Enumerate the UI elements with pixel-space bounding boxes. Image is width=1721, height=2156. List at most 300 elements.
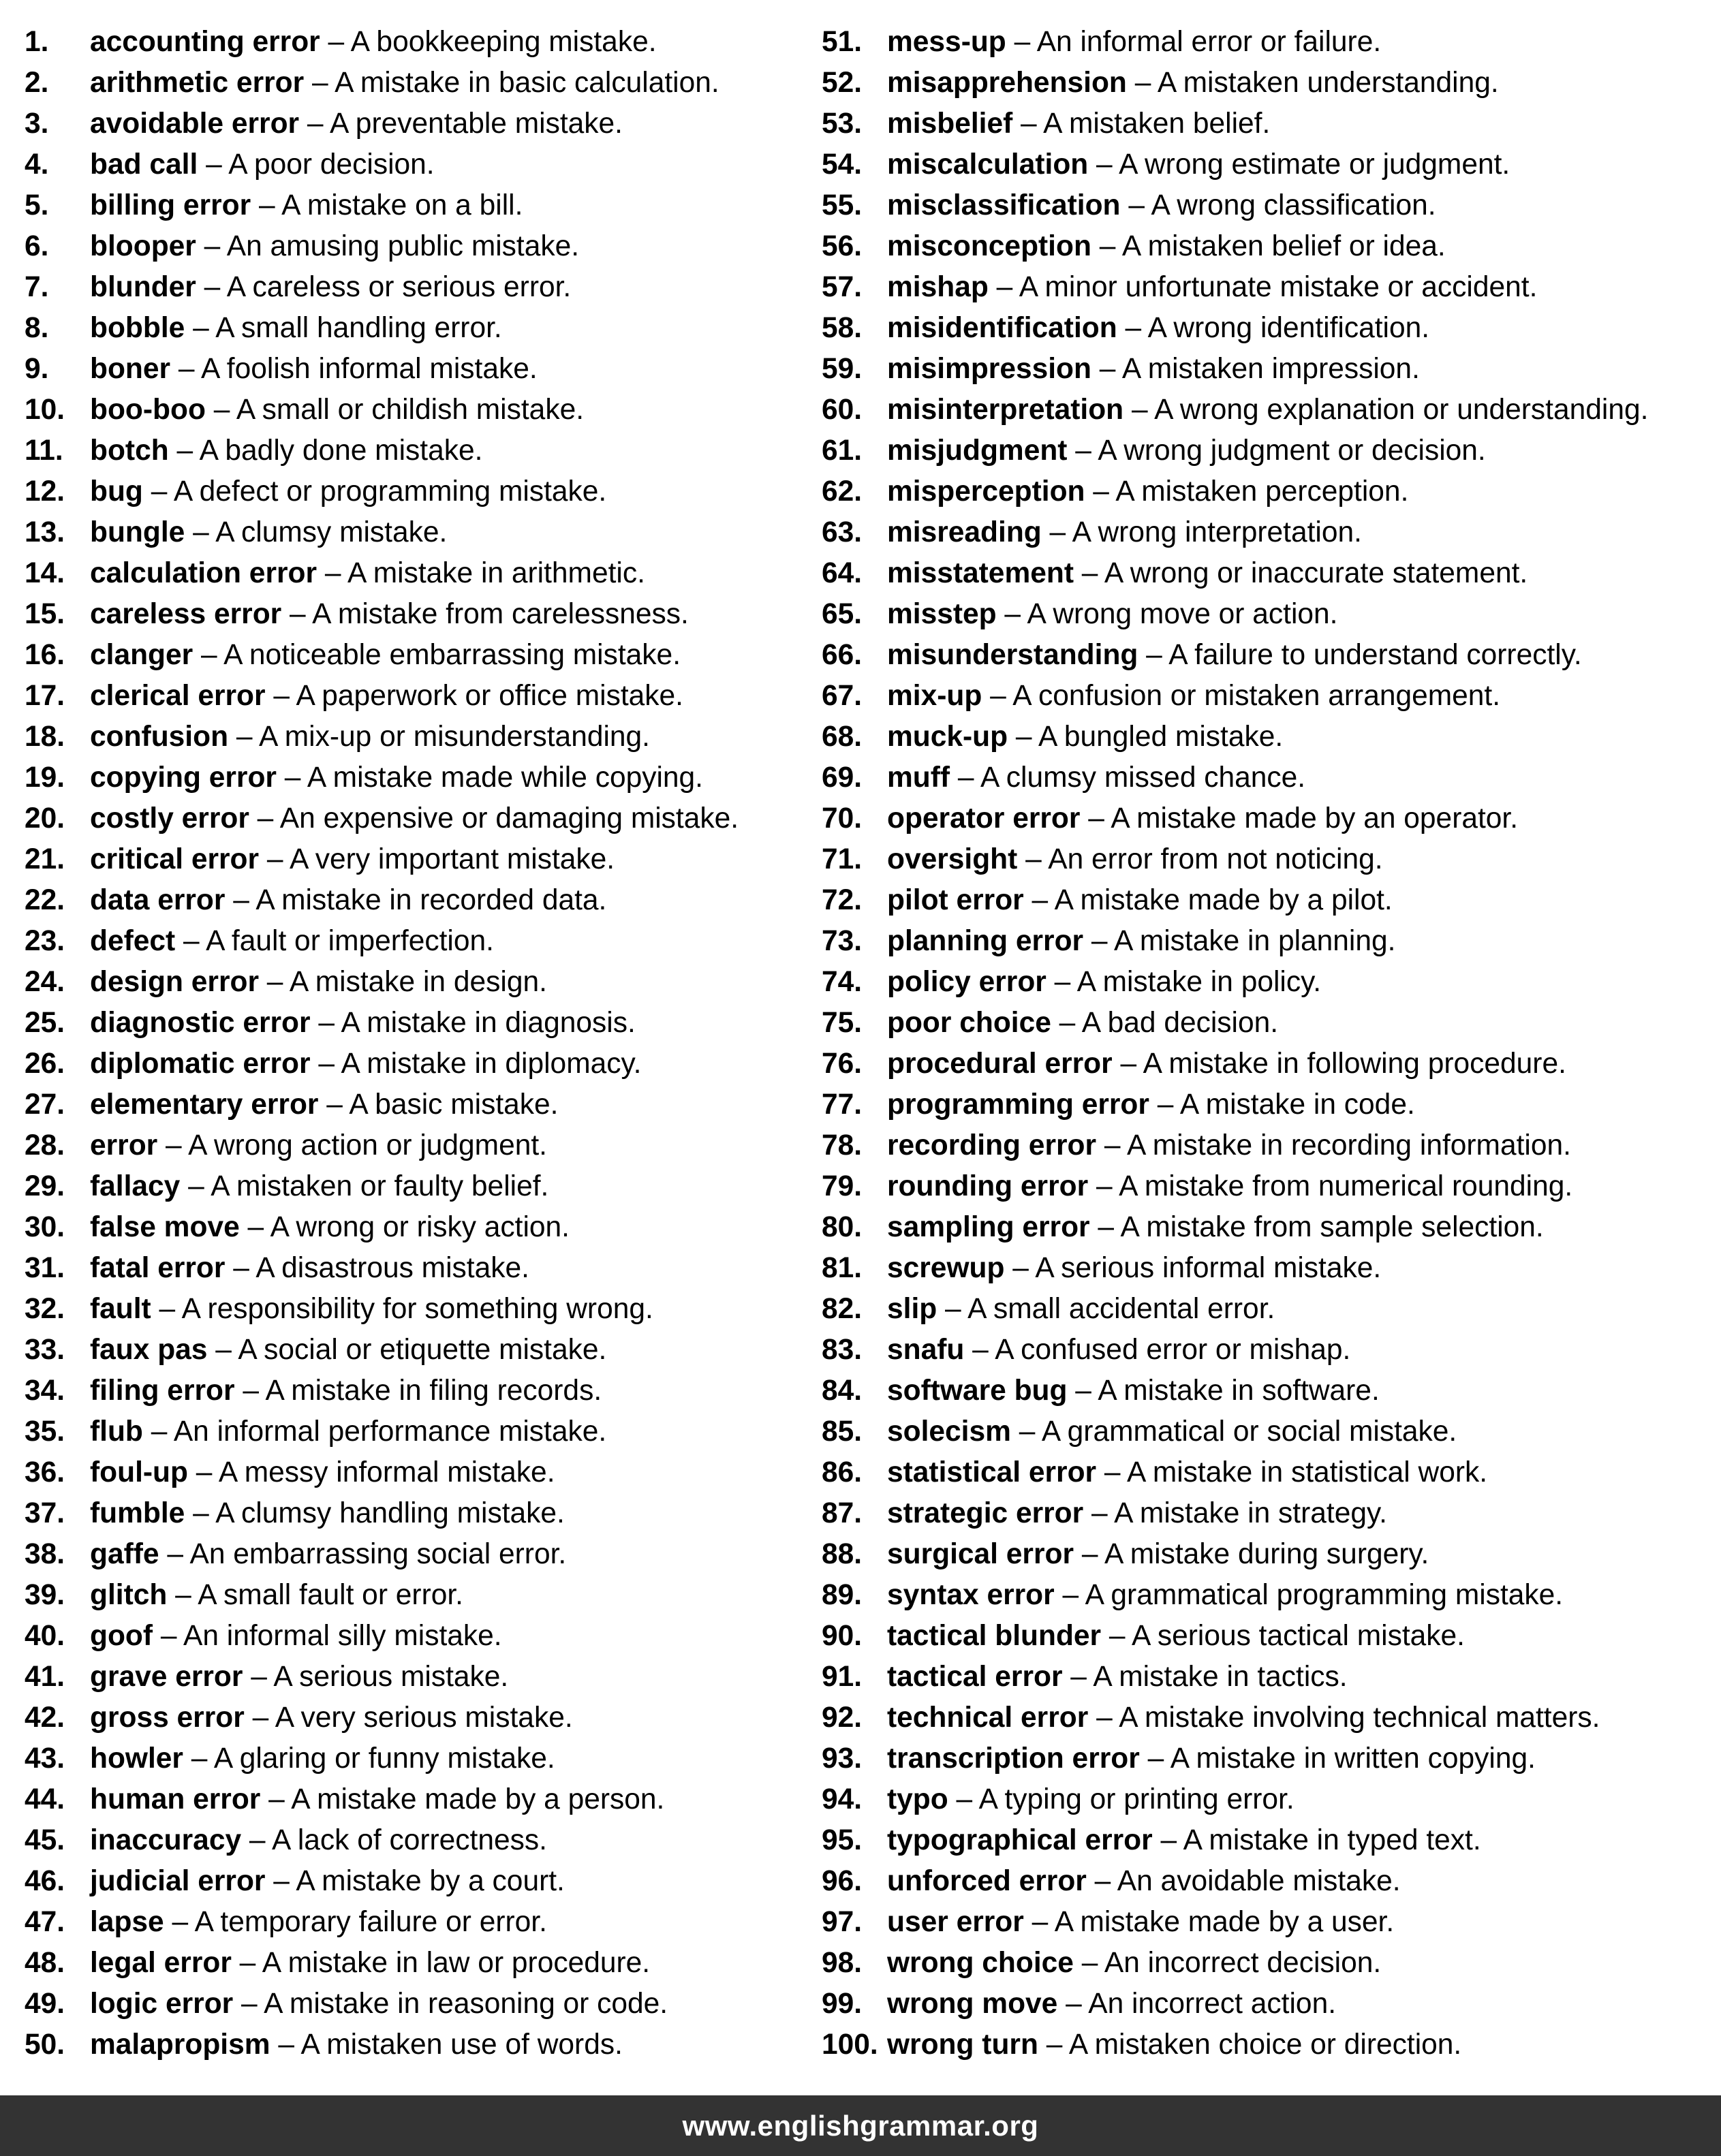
list-item xyxy=(25,717,808,757)
item-separator: – xyxy=(937,1293,968,1325)
item-definition: A poor decision. xyxy=(228,149,435,181)
item-separator: – xyxy=(318,1089,350,1121)
item-term: solecism xyxy=(887,1416,1011,1448)
item-definition: A wrong estimate or judgment. xyxy=(1119,149,1510,181)
list-item xyxy=(25,635,808,676)
item-term: misbelief xyxy=(887,108,1013,140)
item-separator: – xyxy=(249,802,280,834)
list-item xyxy=(822,308,1714,349)
list-item xyxy=(822,1984,1714,2025)
item-separator: – xyxy=(1083,1497,1115,1529)
list-item xyxy=(25,1984,808,2025)
item-separator: – xyxy=(259,843,290,875)
item-number: 58. xyxy=(822,312,863,344)
word-list-column-right xyxy=(822,22,1714,2065)
list-item xyxy=(822,839,1714,880)
list-item xyxy=(25,1779,808,1820)
list-item xyxy=(822,921,1714,962)
list-item xyxy=(822,1616,1714,1657)
item-number: 57. xyxy=(822,271,863,303)
item-separator: – xyxy=(1067,435,1098,467)
item-definition: A mistake in recording information. xyxy=(1126,1129,1571,1161)
item-definition: A mistake in policy. xyxy=(1076,966,1322,998)
item-separator: – xyxy=(299,108,330,140)
item-separator: – xyxy=(1067,1375,1098,1407)
item-separator: – xyxy=(234,1375,266,1407)
item-separator: – xyxy=(196,271,227,303)
item-number: 63. xyxy=(822,516,863,548)
item-definition: A defect or programming mistake. xyxy=(173,475,607,507)
item-separator: – xyxy=(1057,1988,1089,2020)
list-item xyxy=(25,308,808,349)
item-definition: A wrong interpretation. xyxy=(1072,516,1362,548)
item-separator: – xyxy=(225,884,256,916)
item-separator: – xyxy=(1046,966,1077,998)
item-term: copying error xyxy=(90,762,277,794)
list-item xyxy=(25,226,808,267)
list-item xyxy=(822,22,1714,63)
item-separator: – xyxy=(185,516,216,548)
list-item xyxy=(25,1698,808,1738)
item-separator: – xyxy=(1120,189,1151,221)
list-item xyxy=(25,144,808,185)
item-number: 1. xyxy=(25,26,49,58)
item-term: oversight xyxy=(887,843,1018,875)
item-definition: A minor unfortunate mistake or accident. xyxy=(1019,271,1538,303)
item-term: misconception xyxy=(887,230,1091,262)
list-item xyxy=(822,2025,1714,2065)
item-term: strategic error xyxy=(887,1497,1084,1529)
list-item xyxy=(25,1534,808,1575)
list-item xyxy=(25,471,808,512)
list-item xyxy=(25,1616,808,1657)
item-definition: A mistaken perception. xyxy=(1115,475,1409,507)
item-definition: A mistaken use of words. xyxy=(300,2029,623,2061)
item-term: misclassification xyxy=(887,189,1121,221)
list-item xyxy=(822,757,1714,798)
item-term: human error xyxy=(90,1783,261,1815)
item-number: 62. xyxy=(822,475,863,507)
item-term: malapropism xyxy=(90,2029,270,2061)
item-separator: – xyxy=(1091,353,1122,385)
item-separator: – xyxy=(1085,475,1116,507)
item-term: blooper xyxy=(90,230,196,262)
item-number: 26. xyxy=(25,1048,65,1080)
item-number: 89. xyxy=(822,1579,863,1611)
item-number: 40. xyxy=(25,1620,65,1652)
item-number: 13. xyxy=(25,516,65,548)
item-definition: A typing or printing error. xyxy=(978,1783,1294,1815)
item-separator: – xyxy=(265,1865,296,1897)
item-number: 41. xyxy=(25,1661,65,1693)
item-definition: A wrong action or judgment. xyxy=(188,1129,547,1161)
list-item xyxy=(822,390,1714,431)
item-term: costly error xyxy=(90,802,249,834)
list-item xyxy=(822,1452,1714,1493)
item-separator: – xyxy=(170,353,201,385)
item-term: misjudgment xyxy=(887,435,1068,467)
item-term: typo xyxy=(887,1783,948,1815)
item-separator: – xyxy=(1086,1865,1117,1897)
list-item xyxy=(822,1371,1714,1411)
item-definition: A wrong judgment or decision. xyxy=(1098,435,1486,467)
item-term: legal error xyxy=(90,1947,232,1979)
list-item xyxy=(25,1207,808,1248)
item-number: 92. xyxy=(822,1702,863,1734)
list-item xyxy=(822,1820,1714,1861)
list-item xyxy=(822,1289,1714,1330)
item-term: misimpression xyxy=(887,353,1091,385)
item-separator: – xyxy=(1096,1456,1128,1488)
list-item xyxy=(822,1902,1714,1943)
item-separator: – xyxy=(1006,26,1037,58)
item-number: 68. xyxy=(822,721,863,753)
item-separator: – xyxy=(1004,1252,1036,1284)
footer-url[interactable]: www.englishgrammar.org xyxy=(682,2109,1039,2142)
list-item xyxy=(25,267,808,308)
item-number: 16. xyxy=(25,639,65,671)
item-definition: An embarrassing social error. xyxy=(189,1538,567,1570)
item-separator: – xyxy=(1017,843,1049,875)
item-term: sampling error xyxy=(887,1211,1090,1243)
item-term: bungle xyxy=(90,516,185,548)
item-separator: – xyxy=(243,1661,274,1693)
item-number: 64. xyxy=(822,557,863,589)
item-number: 32. xyxy=(25,1293,65,1325)
item-definition: A wrong or risky action. xyxy=(270,1211,570,1243)
item-separator: – xyxy=(167,1579,198,1611)
item-number: 100. xyxy=(822,2029,878,2061)
item-separator: – xyxy=(1149,1089,1180,1121)
list-item xyxy=(25,104,808,144)
list-item xyxy=(822,1943,1714,1984)
item-term: gaffe xyxy=(90,1538,159,1570)
item-separator: – xyxy=(310,1007,341,1039)
item-number: 12. xyxy=(25,475,65,507)
item-number: 80. xyxy=(822,1211,863,1243)
list-item xyxy=(822,962,1714,1003)
item-separator: – xyxy=(1080,802,1111,834)
item-term: unforced error xyxy=(887,1865,1087,1897)
item-number: 93. xyxy=(822,1743,863,1775)
item-number: 10. xyxy=(25,394,65,426)
item-term: wrong choice xyxy=(887,1947,1074,1979)
item-number: 54. xyxy=(822,149,863,181)
item-number: 94. xyxy=(822,1783,863,1815)
item-definition: A mistake in diagnosis. xyxy=(341,1007,636,1039)
item-definition: A mistake made by an operator. xyxy=(1111,802,1519,834)
item-separator: – xyxy=(1073,1947,1104,1979)
item-separator: – xyxy=(270,2029,301,2061)
item-number: 36. xyxy=(25,1456,65,1488)
list-item xyxy=(25,839,808,880)
item-term: misidentification xyxy=(887,312,1117,344)
item-definition: A wrong identification. xyxy=(1147,312,1430,344)
list-item xyxy=(25,1166,808,1207)
item-term: recording error xyxy=(887,1129,1097,1161)
item-number: 60. xyxy=(822,394,863,426)
item-term: programming error xyxy=(887,1089,1149,1121)
item-term: faux pas xyxy=(90,1334,208,1366)
list-item xyxy=(822,594,1714,635)
item-term: logic error xyxy=(90,1988,234,2020)
item-number: 53. xyxy=(822,108,863,140)
item-definition: An avoidable mistake. xyxy=(1117,1865,1401,1897)
item-term: calculation error xyxy=(90,557,317,589)
item-number: 59. xyxy=(822,353,863,385)
item-separator: – xyxy=(1126,67,1158,99)
item-separator: – xyxy=(1083,925,1115,957)
item-definition: A failure to understand correctly. xyxy=(1168,639,1582,671)
item-definition: A mistaken or faulty belief. xyxy=(211,1170,549,1202)
item-term: error xyxy=(90,1129,158,1161)
item-term: billing error xyxy=(90,189,251,221)
item-term: fault xyxy=(90,1293,151,1325)
item-definition: A mistake involving technical matters. xyxy=(1119,1702,1600,1734)
item-term: misinterpretation xyxy=(887,394,1124,426)
item-definition: A badly done mistake. xyxy=(199,435,483,467)
item-definition: A careless or serious error. xyxy=(226,271,572,303)
item-number: 42. xyxy=(25,1702,65,1734)
item-term: user error xyxy=(887,1906,1024,1938)
item-term: data error xyxy=(90,884,226,916)
item-separator: – xyxy=(1041,516,1072,548)
list-item xyxy=(822,1330,1714,1371)
item-number: 52. xyxy=(822,67,863,99)
list-item xyxy=(822,1044,1714,1084)
item-number: 75. xyxy=(822,1007,863,1039)
item-term: surgical error xyxy=(887,1538,1074,1570)
item-term: judicial error xyxy=(90,1865,266,1897)
footer-bar xyxy=(0,2095,1721,2156)
item-definition: A bookkeeping mistake. xyxy=(350,26,657,58)
item-term: tactical blunder xyxy=(887,1620,1102,1652)
item-number: 3. xyxy=(25,108,49,140)
item-separator: – xyxy=(157,1129,189,1161)
item-term: mess-up xyxy=(887,26,1006,58)
item-definition: A wrong or inaccurate statement. xyxy=(1104,557,1528,589)
item-term: operator error xyxy=(887,802,1081,834)
item-term: false move xyxy=(90,1211,240,1243)
item-definition: A mistaken belief. xyxy=(1043,108,1271,140)
item-definition: A bungled mistake. xyxy=(1038,721,1284,753)
item-separator: – xyxy=(988,271,1019,303)
item-definition: A mistake in following procedure. xyxy=(1143,1048,1566,1080)
item-term: wrong turn xyxy=(887,2029,1038,2061)
item-definition: An informal silly mistake. xyxy=(183,1620,502,1652)
item-term: wrong move xyxy=(887,1988,1058,2020)
item-definition: A mistaken belief or idea. xyxy=(1121,230,1446,262)
item-definition: A confusion or mistaken arrangement. xyxy=(1012,680,1501,712)
item-term: pilot error xyxy=(887,884,1024,916)
list-item xyxy=(25,798,808,839)
list-item xyxy=(822,1166,1714,1207)
item-separator: – xyxy=(317,557,347,589)
item-number: 24. xyxy=(25,966,65,998)
item-definition: A mistake in written copying. xyxy=(1170,1743,1536,1775)
item-definition: A mistake in strategy. xyxy=(1114,1497,1387,1529)
item-number: 73. xyxy=(822,925,863,957)
list-item xyxy=(822,1575,1714,1616)
item-number: 21. xyxy=(25,843,65,875)
item-term: grave error xyxy=(90,1661,243,1693)
list-item xyxy=(25,1125,808,1166)
item-separator: – xyxy=(1038,2029,1069,2061)
item-term: misunderstanding xyxy=(887,639,1138,671)
item-definition: A mistaken choice or direction. xyxy=(1068,2029,1462,2061)
item-term: clerical error xyxy=(90,680,266,712)
item-number: 65. xyxy=(822,598,863,630)
list-item xyxy=(822,63,1714,104)
item-separator: – xyxy=(231,1947,262,1979)
item-definition: A wrong explanation or understanding. xyxy=(1154,394,1649,426)
item-separator: – xyxy=(259,966,290,998)
item-term: screwup xyxy=(887,1252,1005,1284)
list-item xyxy=(822,798,1714,839)
item-separator: – xyxy=(1054,1579,1085,1611)
item-number: 20. xyxy=(25,802,65,834)
list-item xyxy=(25,349,808,390)
word-list-column-left xyxy=(25,22,808,2065)
item-definition: A mistake made by a user. xyxy=(1054,1906,1395,1938)
item-term: tactical error xyxy=(887,1661,1063,1693)
item-term: miscalculation xyxy=(887,149,1089,181)
item-number: 45. xyxy=(25,1824,65,1856)
item-definition: A mistake in statistical work. xyxy=(1127,1456,1488,1488)
item-definition: A very serious mistake. xyxy=(275,1702,573,1734)
item-definition: A mistake in arithmetic. xyxy=(347,557,645,589)
item-term: howler xyxy=(90,1743,183,1775)
item-number: 39. xyxy=(25,1579,65,1611)
item-separator: – xyxy=(1088,149,1119,181)
item-separator: – xyxy=(164,1906,195,1938)
item-number: 55. xyxy=(822,189,863,221)
item-term: lapse xyxy=(90,1906,164,1938)
item-number: 76. xyxy=(822,1048,863,1080)
list-item xyxy=(25,676,808,717)
item-number: 31. xyxy=(25,1252,65,1284)
item-separator: – xyxy=(1023,1906,1055,1938)
item-term: slip xyxy=(887,1293,937,1325)
item-number: 79. xyxy=(822,1170,863,1202)
item-separator: – xyxy=(1152,1824,1183,1856)
item-number: 70. xyxy=(822,802,863,834)
item-term: typographical error xyxy=(887,1824,1153,1856)
item-term: statistical error xyxy=(887,1456,1097,1488)
list-item xyxy=(25,880,808,921)
list-item xyxy=(25,1902,808,1943)
item-separator: – xyxy=(193,639,224,671)
item-number: 43. xyxy=(25,1743,65,1775)
item-separator: – xyxy=(153,1620,183,1652)
item-number: 38. xyxy=(25,1538,65,1570)
item-term: transcription error xyxy=(887,1743,1140,1775)
item-definition: A mistake made by a pilot. xyxy=(1054,884,1393,916)
item-term: bad call xyxy=(90,149,198,181)
item-definition: An expensive or damaging mistake. xyxy=(279,802,739,834)
item-number: 95. xyxy=(822,1824,863,1856)
item-number: 17. xyxy=(25,680,65,712)
item-term: elementary error xyxy=(90,1089,319,1121)
item-definition: A mistake in recorded data. xyxy=(255,884,607,916)
item-separator: – xyxy=(948,1783,979,1815)
item-term: filing error xyxy=(90,1375,235,1407)
list-item xyxy=(822,104,1714,144)
item-number: 35. xyxy=(25,1416,65,1448)
item-term: rounding error xyxy=(887,1170,1089,1202)
item-definition: A small or childish mistake. xyxy=(236,394,585,426)
item-definition: A fault or imperfection. xyxy=(206,925,494,957)
item-number: 77. xyxy=(822,1089,863,1121)
item-term: flub xyxy=(90,1416,143,1448)
item-term: design error xyxy=(90,966,259,998)
item-separator: – xyxy=(1091,230,1122,262)
list-item xyxy=(25,1861,808,1902)
item-number: 99. xyxy=(822,1988,863,2020)
item-definition: A mistake made while copying. xyxy=(307,762,703,794)
item-term: planning error xyxy=(887,925,1084,957)
list-item xyxy=(822,267,1714,308)
item-term: blunder xyxy=(90,271,196,303)
item-definition: A mistake in diplomacy. xyxy=(341,1048,642,1080)
item-separator: – xyxy=(1101,1620,1132,1652)
item-definition: A small fault or error. xyxy=(198,1579,463,1611)
list-item xyxy=(822,144,1714,185)
item-separator: – xyxy=(225,1252,256,1284)
list-item xyxy=(822,1248,1714,1289)
item-separator: – xyxy=(1117,312,1148,344)
item-separator: – xyxy=(185,312,216,344)
item-term: inaccuracy xyxy=(90,1824,242,1856)
list-item xyxy=(822,471,1714,512)
item-number: 27. xyxy=(25,1089,65,1121)
list-item xyxy=(25,1820,808,1861)
item-number: 86. xyxy=(822,1456,863,1488)
list-item xyxy=(822,512,1714,553)
item-number: 84. xyxy=(822,1375,863,1407)
item-separator: – xyxy=(1112,1048,1143,1080)
item-number: 50. xyxy=(25,2029,65,2061)
item-term: critical error xyxy=(90,843,260,875)
item-definition: A mistake in design. xyxy=(289,966,547,998)
item-term: syntax error xyxy=(887,1579,1055,1611)
item-definition: A social or etiquette mistake. xyxy=(238,1334,607,1366)
item-number: 69. xyxy=(822,762,863,794)
item-separator: – xyxy=(233,1988,264,2020)
item-term: software bug xyxy=(887,1375,1068,1407)
item-separator: – xyxy=(241,1824,273,1856)
item-term: careless error xyxy=(90,598,282,630)
item-number: 28. xyxy=(25,1129,65,1161)
item-number: 33. xyxy=(25,1334,65,1366)
item-separator: – xyxy=(320,26,351,58)
item-term: misperception xyxy=(887,475,1085,507)
item-term: defect xyxy=(90,925,176,957)
item-definition: A mistaken impression. xyxy=(1121,353,1420,385)
list-item xyxy=(822,1698,1714,1738)
item-separator: – xyxy=(196,230,227,262)
list-item xyxy=(822,1738,1714,1779)
item-separator: – xyxy=(1008,721,1039,753)
item-number: 18. xyxy=(25,721,65,753)
item-number: 82. xyxy=(822,1293,863,1325)
item-number: 67. xyxy=(822,680,863,712)
item-separator: – xyxy=(1139,1743,1170,1775)
list-item xyxy=(25,1003,808,1044)
item-term: poor choice xyxy=(887,1007,1051,1039)
item-term: avoidable error xyxy=(90,108,300,140)
list-item xyxy=(25,1411,808,1452)
